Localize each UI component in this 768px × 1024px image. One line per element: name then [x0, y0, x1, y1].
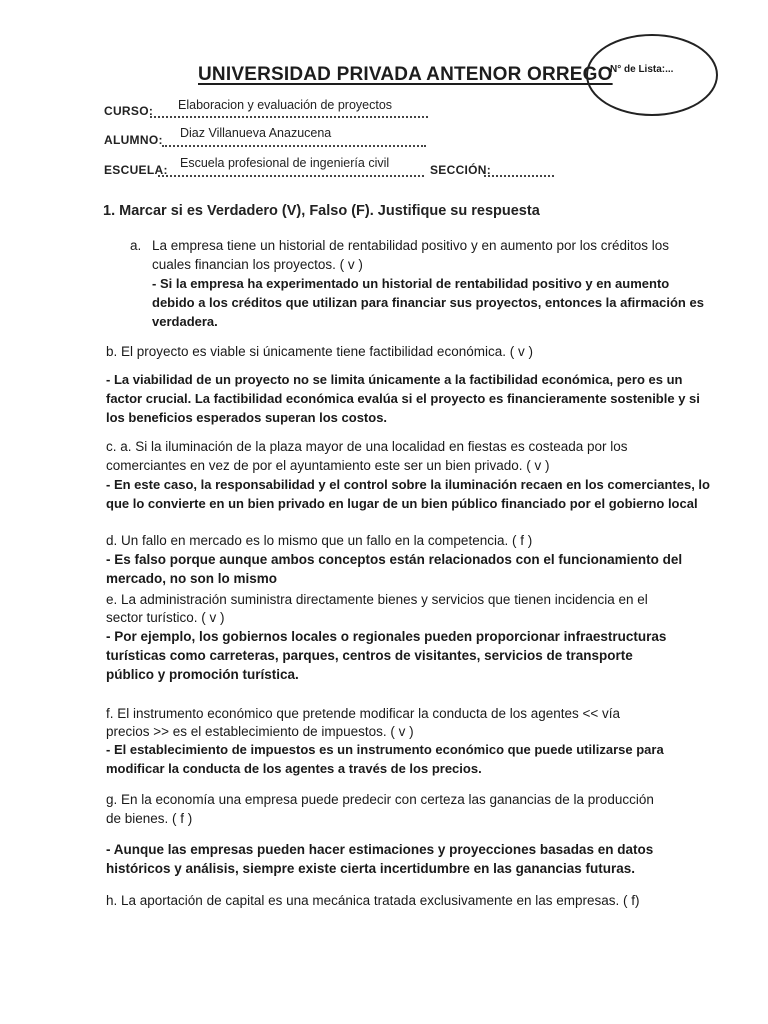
item-b-answer-line2: factor crucial. La factibilidad económica evalúa si el proyecto es financieramente sostenible y si: [106, 391, 700, 406]
item-e-question-line1: e. La administración suministra directamente bienes y servicios que tienen incidencia en el: [106, 592, 648, 607]
item-a-question-line1: La empresa tiene un historial de rentabilidad positivo y en aumento por los créditos los: [152, 238, 670, 253]
item-e-answer-line1: - Por ejemplo, los gobiernos locales o regionales pueden proporcionar infraestructuras: [106, 629, 667, 644]
item-f-question-line1: f. El instrumento económico que pretende modificar la conducta de los agentes << vía: [106, 706, 621, 721]
escuela-dotted-line: [158, 175, 424, 177]
curso-label: CURSO:: [104, 104, 154, 118]
item-a-marker: a.: [130, 238, 142, 253]
university-title: UNIVERSIDAD PRIVADA ANTENOR ORREGO: [198, 64, 613, 85]
item-g-question-line1: g. En la economía una empresa puede predecir con certeza las ganancias de la producción: [106, 792, 654, 807]
alumno-label: ALUMNO:: [104, 133, 163, 147]
item-g-answer-line1: - Aunque las empresas pueden hacer estimaciones y proyecciones basadas en datos: [106, 842, 654, 857]
item-c-answer-line1: - En este caso, la responsabilidad y el control sobre la iluminación recaen en los comerciantes, lo: [106, 477, 710, 492]
item-f-answer-line1: - El establecimiento de impuestos es un instrumento económico que puede utilizarse para: [106, 742, 664, 757]
item-f-question-line2: precios >> es el establecimiento de impuestos. ( v ): [106, 724, 414, 739]
curso-dotted-line: [150, 116, 428, 118]
alumno-value: Diaz Villanueva Anazucena: [180, 126, 332, 140]
item-g-question-line2: de bienes. ( f ): [106, 811, 193, 826]
item-h-question: h. La aportación de capital es una mecánica tratada exclusivamente en las empresas. ( f): [106, 893, 640, 908]
item-e-answer-line2: turísticas como carreteras, parques, centros de visitantes, servicios de transporte: [106, 648, 633, 663]
item-b-answer-line1: - La viabilidad de un proyecto no se limita únicamente a la factibilidad económica, pero es un: [106, 372, 683, 387]
seccion-dotted-line: [484, 175, 554, 177]
item-a-answer-line1: - Si la empresa ha experimentado un historial de rentabilidad positivo y en aumento: [152, 276, 670, 291]
item-d-question: d. Un fallo en mercado es lo mismo que un fallo en la competencia. ( f ): [106, 533, 533, 548]
list-number-oval: [586, 34, 718, 116]
item-a-answer-line2: debido a los créditos que utilizan para financiar sus proyectos, entonces la afirmación es: [152, 295, 704, 310]
item-g-answer-line2: históricos y análisis, siempre existe cierta incertidumbre en las ganancias futuras.: [106, 861, 635, 876]
list-number-label: N° de Lista:...: [610, 64, 674, 75]
escuela-value: Escuela profesional de ingeniería civil: [180, 156, 390, 170]
item-b-question: b. El proyecto es viable si únicamente tiene factibilidad económica. ( v ): [106, 344, 533, 359]
item-a-answer-line3: verdadera.: [152, 314, 218, 329]
item-c-answer-line2: que lo convierte en un bien privado en lugar de un bien público financiado por el gobierno local: [106, 496, 698, 511]
item-c-question-line2: comerciantes en vez de por el ayuntamiento este ser un bien privado. ( v ): [106, 458, 550, 473]
item-b-answer-line3: los beneficios esperados superan los costos.: [106, 410, 388, 425]
item-c-question-line1: c. a. Si la iluminación de la plaza mayor de una localidad en fiestas es costeada por los: [106, 439, 628, 454]
escuela-label: ESCUELA:: [104, 163, 168, 177]
curso-value: Elaboracion y evaluación de proyectos: [178, 98, 393, 112]
item-e-question-line2: sector turístico. ( v ): [106, 610, 225, 625]
alumno-dotted-line: [162, 145, 426, 147]
item-d-answer-line1: - Es falso porque aunque ambos conceptos están relacionados con el funcionamiento del: [106, 552, 683, 567]
question-title: 1. Marcar si es Verdadero (V), Falso (F). Justifique su respuesta: [103, 203, 540, 219]
item-a-question-line2: cuales financian los proyectos. ( v ): [152, 257, 363, 272]
seccion-label: SECCIÓN:: [430, 163, 492, 177]
item-e-answer-line3: público y promoción turística.: [106, 667, 299, 682]
item-d-answer-line2: mercado, no son lo mismo: [106, 571, 278, 586]
item-f-answer-line2: modificar la conducta de los agentes a través de los precios.: [106, 761, 482, 776]
